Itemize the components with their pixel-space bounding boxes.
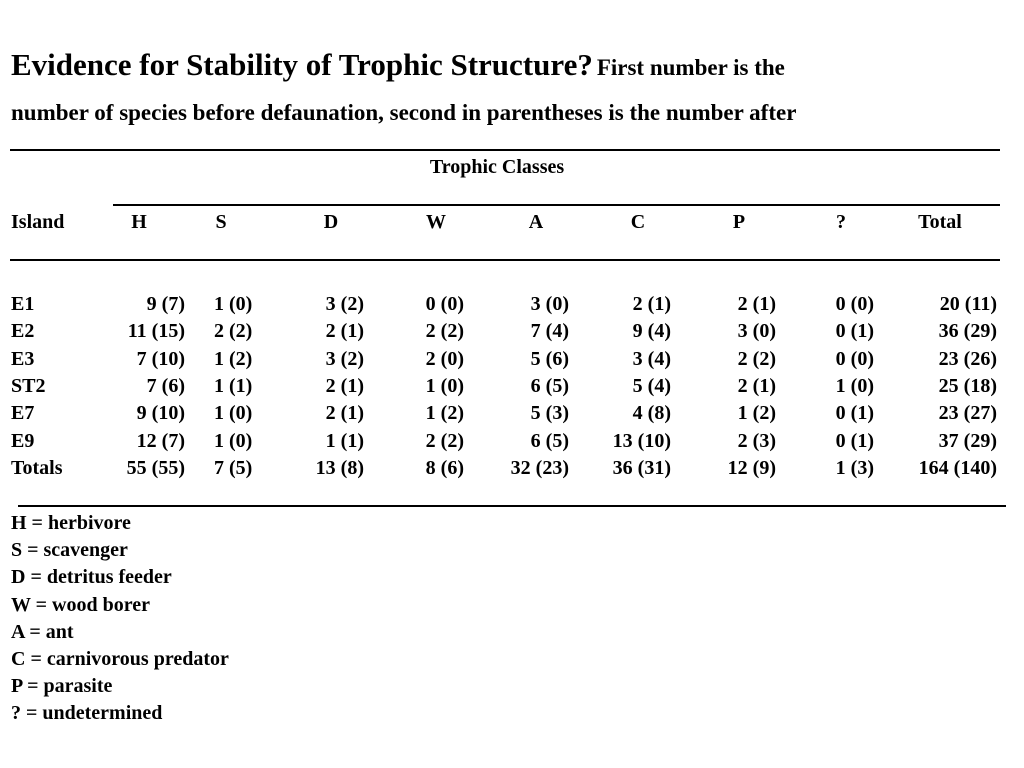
- table-cell-a: 32 (23): [510, 457, 569, 479]
- column-header-island: Island: [11, 211, 65, 233]
- table-cell-w: 8 (6): [425, 457, 464, 479]
- column-header-s: S: [215, 211, 227, 233]
- table-cell-c: 36 (31): [612, 457, 671, 479]
- heading-line-1: [11, 44, 1011, 92]
- table-cell-undetermined: 0 (1): [835, 402, 874, 424]
- table-cell-d: 2 (1): [325, 375, 364, 397]
- table-cell-total: 36 (29): [938, 320, 997, 342]
- slide-heading: [11, 44, 1011, 134]
- table-cell-undetermined: 0 (0): [835, 348, 874, 370]
- legend-item-scavenger: S = scavenger: [11, 539, 128, 562]
- table-cell-w: 1 (0): [425, 375, 464, 397]
- table-cell-a: 5 (6): [530, 348, 569, 370]
- table-cell-w: 1 (2): [425, 402, 464, 424]
- table-top-rule: [10, 149, 1000, 151]
- table-cell-h: 55 (55): [126, 457, 185, 479]
- table-cell-a: 7 (4): [530, 320, 569, 342]
- table-cell-a: 5 (3): [530, 402, 569, 424]
- slide-title: Evidence for Stability of Trophic Structure?: [11, 47, 593, 82]
- table-cell-p: 2 (3): [737, 430, 776, 452]
- trophic-classes-underline: [113, 204, 1000, 206]
- column-header-h: H: [131, 211, 147, 233]
- row-label: E7: [11, 402, 35, 424]
- table-cell-total: 25 (18): [938, 375, 997, 397]
- table-cell-total: 23 (27): [938, 402, 997, 424]
- legend-item-herbivore: H = herbivore: [11, 512, 131, 534]
- table-cell-h: 9 (10): [136, 402, 185, 424]
- table-cell-c: 13 (10): [612, 430, 671, 452]
- table-cell-d: 3 (2): [325, 293, 364, 315]
- table-cell-w: 2 (0): [425, 348, 464, 370]
- row-label: Totals: [11, 457, 63, 479]
- table-cell-h: 11 (15): [127, 320, 185, 342]
- table-cell-undetermined: 0 (1): [835, 320, 874, 342]
- table-cell-d: 13 (8): [315, 457, 364, 479]
- table-cell-p: 2 (1): [737, 375, 776, 397]
- table-cell-p: 3 (0): [737, 320, 776, 342]
- row-label: E3: [11, 348, 35, 370]
- legend-item-ant: A = ant: [11, 620, 74, 643]
- column-header-d: D: [323, 211, 339, 233]
- table-cell-total: 23 (26): [938, 348, 997, 370]
- table-cell-s: 1 (2): [214, 348, 253, 370]
- table-cell-p: 12 (9): [727, 457, 776, 479]
- legend-item-detritus-feeder: D = detritus feeder: [11, 566, 172, 589]
- table-cell-c: 9 (4): [632, 320, 671, 342]
- column-header-total: Total: [918, 211, 962, 233]
- table-cell-s: 1 (0): [214, 293, 253, 315]
- table-cell-h: 12 (7): [136, 430, 185, 452]
- table-cell-d: 2 (1): [325, 320, 364, 342]
- table-cell-undetermined: 0 (0): [835, 293, 874, 315]
- table-cell-undetermined: 0 (1): [835, 430, 874, 452]
- table-cell-c: 5 (4): [632, 375, 671, 397]
- table-cell-c: 3 (4): [632, 348, 671, 370]
- table-cell-d: 3 (2): [325, 348, 364, 370]
- table-cell-total: 37 (29): [938, 430, 997, 452]
- legend-item-undetermined: ? = undetermined: [11, 702, 163, 725]
- table-cell-d: 1 (1): [325, 430, 364, 452]
- row-label: E1: [11, 293, 35, 315]
- legend-item-wood-borer: W = wood borer: [11, 593, 150, 616]
- table-cell-undetermined: 1 (0): [835, 375, 874, 397]
- column-header-undetermined: ?: [836, 211, 846, 233]
- table-cell-total: 20 (11): [939, 293, 997, 315]
- table-cell-c: 2 (1): [632, 293, 671, 315]
- table-cell-s: 7 (5): [214, 457, 253, 479]
- row-label: E2: [11, 320, 35, 342]
- slide-subtitle-part2: number of species before defaunation, second in parentheses is the number after: [11, 100, 797, 125]
- row-label: E9: [11, 430, 35, 452]
- table-cell-d: 2 (1): [325, 402, 364, 424]
- table-cell-undetermined: 1 (3): [835, 457, 874, 479]
- table-cell-a: 6 (5): [530, 430, 569, 452]
- column-header-c: C: [630, 211, 646, 233]
- table-cell-w: 2 (2): [425, 430, 464, 452]
- legend-item-carnivorous-predator: C = carnivorous predator: [11, 648, 229, 671]
- table-cell-w: 0 (0): [425, 293, 464, 315]
- table-cell-w: 2 (2): [425, 320, 464, 342]
- table-cell-h: 9 (7): [146, 293, 185, 315]
- table-cell-p: 2 (2): [737, 348, 776, 370]
- table-cell-c: 4 (8): [632, 402, 671, 424]
- table-cell-s: 1 (1): [214, 375, 253, 397]
- table-cell-h: 7 (10): [136, 348, 185, 370]
- legend-item-parasite: P = parasite: [11, 675, 113, 698]
- table-cell-h: 7 (6): [146, 375, 185, 397]
- table-cell-a: 3 (0): [530, 293, 569, 315]
- column-header-p: P: [732, 211, 746, 233]
- column-header-a: A: [528, 211, 544, 233]
- table-cell-a: 6 (5): [530, 375, 569, 397]
- trophic-classes-header: Trophic Classes: [429, 156, 565, 178]
- table-cell-p: 2 (1): [737, 293, 776, 315]
- table-cell-total: 164 (140): [918, 457, 997, 479]
- header-bottom-rule: [10, 259, 1000, 261]
- row-label: ST2: [11, 375, 46, 397]
- table-cell-s: 2 (2): [214, 320, 253, 342]
- table-cell-s: 1 (0): [214, 430, 253, 452]
- table-bottom-rule: [18, 505, 1006, 507]
- column-header-w: W: [426, 211, 446, 233]
- legend: [11, 510, 229, 728]
- slide-subtitle-part1: First number is the: [596, 55, 785, 80]
- table-cell-p: 1 (2): [737, 402, 776, 424]
- table-cell-s: 1 (0): [214, 402, 253, 424]
